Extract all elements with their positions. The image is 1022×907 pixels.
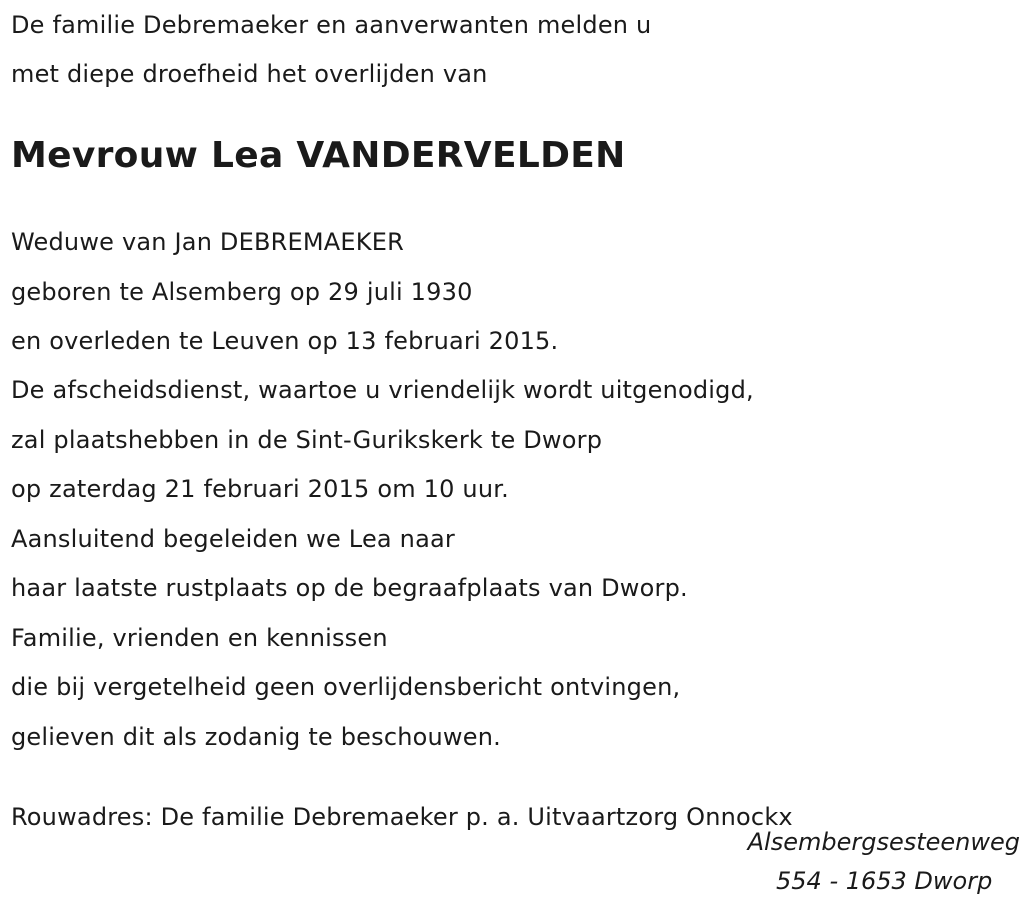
rouwadres-line: Rouwadres: De familie Debremaeker p. a. Uitvaartzorg Onnockx (11, 803, 793, 831)
body-line-8: haar laatste rustplaats op de begraafplaats van Dworp. (11, 574, 688, 602)
address-postcode-city: 554 - 1653 Dworp (776, 867, 993, 895)
body-line-5: zal plaatshebben in de Sint-Gurikskerk te Dworp (11, 426, 603, 454)
address-street: Alsembergsesteenweg (747, 828, 1020, 856)
body-line-11: gelieven dit als zodanig te beschouwen. (11, 723, 501, 751)
body-line-10: die bij vergetelheid geen overlijdensbericht ontvingen, (11, 673, 681, 701)
body-line-3: en overleden te Leuven op 13 februari 2015. (11, 327, 559, 355)
deceased-name: Mevrouw Lea VANDERVELDEN (11, 135, 626, 176)
body-line-4: De afscheidsdienst, waartoe u vriendelijk wordt uitgenodigd, (11, 376, 754, 404)
intro-line-1: De familie Debremaeker en aanverwanten melden u (11, 11, 652, 39)
intro-line-2: met diepe droefheid het overlijden van (11, 60, 488, 88)
body-line-2: geboren te Alsemberg op 29 juli 1930 (11, 278, 473, 306)
body-line-9: Familie, vrienden en kennissen (11, 624, 388, 652)
body-line-6: op zaterdag 21 februari 2015 om 10 uur. (11, 475, 509, 503)
body-line-7: Aansluitend begeleiden we Lea naar (11, 525, 455, 553)
body-line-1: Weduwe van Jan DEBREMAEKER (11, 228, 404, 256)
